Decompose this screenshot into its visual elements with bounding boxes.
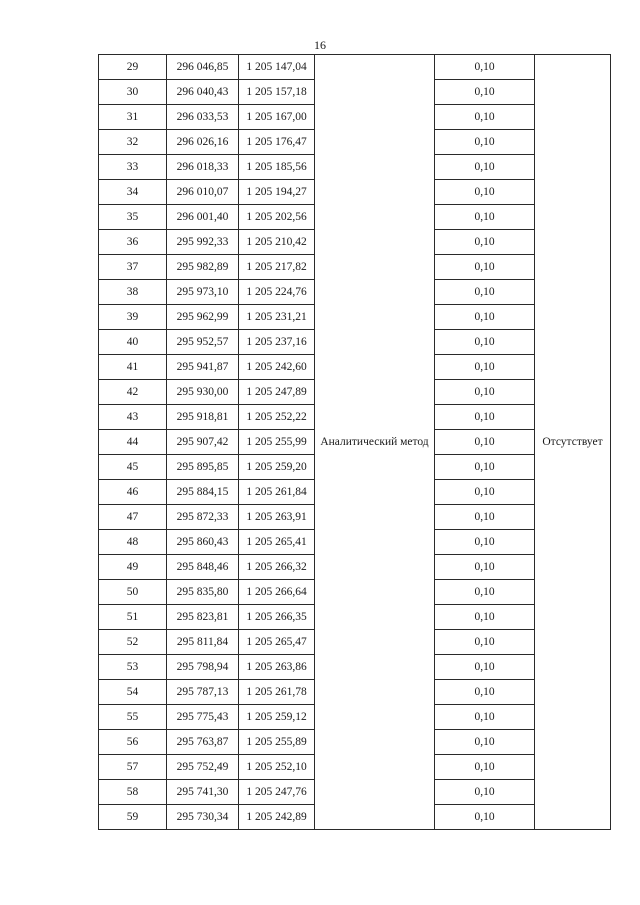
x-coordinate-cell: 296 010,07	[167, 180, 239, 205]
y-coordinate-cell: 1 205 261,84	[239, 480, 315, 505]
x-coordinate-cell: 295 930,00	[167, 380, 239, 405]
point-number-cell: 47	[99, 505, 167, 530]
precision-cell: 0,10	[435, 780, 535, 805]
precision-cell: 0,10	[435, 255, 535, 280]
y-coordinate-cell: 1 205 266,64	[239, 580, 315, 605]
precision-cell: 0,10	[435, 405, 535, 430]
x-coordinate-cell: 296 001,40	[167, 205, 239, 230]
x-coordinate-cell: 295 823,81	[167, 605, 239, 630]
y-coordinate-cell: 1 205 202,56	[239, 205, 315, 230]
precision-cell: 0,10	[435, 530, 535, 555]
precision-cell: 0,10	[435, 330, 535, 355]
precision-cell: 0,10	[435, 205, 535, 230]
point-number-cell: 37	[99, 255, 167, 280]
x-coordinate-cell: 296 033,53	[167, 105, 239, 130]
x-coordinate-cell: 295 775,43	[167, 705, 239, 730]
precision-cell: 0,10	[435, 430, 535, 455]
y-coordinate-cell: 1 205 261,78	[239, 680, 315, 705]
point-number-cell: 31	[99, 105, 167, 130]
precision-cell: 0,10	[435, 355, 535, 380]
x-coordinate-cell: 295 811,84	[167, 630, 239, 655]
x-coordinate-cell: 295 741,30	[167, 780, 239, 805]
x-coordinate-cell: 295 752,49	[167, 755, 239, 780]
precision-cell: 0,10	[435, 105, 535, 130]
point-number-cell: 55	[99, 705, 167, 730]
x-coordinate-cell: 296 046,85	[167, 55, 239, 80]
y-coordinate-cell: 1 205 263,86	[239, 655, 315, 680]
x-coordinate-cell: 295 787,13	[167, 680, 239, 705]
y-coordinate-cell: 1 205 237,16	[239, 330, 315, 355]
precision-cell: 0,10	[435, 680, 535, 705]
point-number-cell: 32	[99, 130, 167, 155]
point-number-cell: 41	[99, 355, 167, 380]
x-coordinate-cell: 295 872,33	[167, 505, 239, 530]
y-coordinate-cell: 1 205 259,20	[239, 455, 315, 480]
point-number-cell: 45	[99, 455, 167, 480]
x-coordinate-cell: 295 884,15	[167, 480, 239, 505]
y-coordinate-cell: 1 205 265,41	[239, 530, 315, 555]
y-coordinate-cell: 1 205 247,89	[239, 380, 315, 405]
y-coordinate-cell: 1 205 247,76	[239, 780, 315, 805]
precision-cell: 0,10	[435, 580, 535, 605]
point-number-cell: 52	[99, 630, 167, 655]
y-coordinate-cell: 1 205 217,82	[239, 255, 315, 280]
point-number-cell: 48	[99, 530, 167, 555]
precision-cell: 0,10	[435, 130, 535, 155]
precision-cell: 0,10	[435, 755, 535, 780]
precision-cell: 0,10	[435, 455, 535, 480]
precision-cell: 0,10	[435, 230, 535, 255]
x-coordinate-cell: 295 992,33	[167, 230, 239, 255]
x-coordinate-cell: 295 941,87	[167, 355, 239, 380]
precision-cell: 0,10	[435, 555, 535, 580]
point-number-cell: 34	[99, 180, 167, 205]
y-coordinate-cell: 1 205 194,27	[239, 180, 315, 205]
point-number-cell: 50	[99, 580, 167, 605]
x-coordinate-cell: 295 763,87	[167, 730, 239, 755]
y-coordinate-cell: 1 205 252,22	[239, 405, 315, 430]
x-coordinate-cell: 295 952,57	[167, 330, 239, 355]
point-number-cell: 35	[99, 205, 167, 230]
precision-cell: 0,10	[435, 305, 535, 330]
precision-cell: 0,10	[435, 655, 535, 680]
y-coordinate-cell: 1 205 185,56	[239, 155, 315, 180]
coordinates-table-body	[99, 55, 611, 830]
x-coordinate-cell: 296 040,43	[167, 80, 239, 105]
y-coordinate-cell: 1 205 157,18	[239, 80, 315, 105]
precision-cell: 0,10	[435, 505, 535, 530]
x-coordinate-cell: 295 848,46	[167, 555, 239, 580]
precision-cell: 0,10	[435, 280, 535, 305]
y-coordinate-cell: 1 205 265,47	[239, 630, 315, 655]
x-coordinate-cell: 295 730,34	[167, 805, 239, 830]
y-coordinate-cell: 1 205 255,99	[239, 430, 315, 455]
y-coordinate-cell: 1 205 242,89	[239, 805, 315, 830]
x-coordinate-cell: 296 026,16	[167, 130, 239, 155]
y-coordinate-cell: 1 205 210,42	[239, 230, 315, 255]
point-number-cell: 53	[99, 655, 167, 680]
point-number-cell: 57	[99, 755, 167, 780]
x-coordinate-cell: 295 907,42	[167, 430, 239, 455]
precision-cell: 0,10	[435, 80, 535, 105]
point-number-cell: 40	[99, 330, 167, 355]
point-number-cell: 43	[99, 405, 167, 430]
y-coordinate-cell: 1 205 224,76	[239, 280, 315, 305]
point-number-cell: 42	[99, 380, 167, 405]
point-number-cell: 49	[99, 555, 167, 580]
x-coordinate-cell: 295 982,89	[167, 255, 239, 280]
x-coordinate-cell: 295 973,10	[167, 280, 239, 305]
point-number-cell: 38	[99, 280, 167, 305]
precision-cell: 0,10	[435, 55, 535, 80]
note-cell: Отсутствует	[535, 55, 611, 830]
x-coordinate-cell: 295 895,85	[167, 455, 239, 480]
y-coordinate-cell: 1 205 252,10	[239, 755, 315, 780]
y-coordinate-cell: 1 205 231,21	[239, 305, 315, 330]
y-coordinate-cell: 1 205 176,47	[239, 130, 315, 155]
x-coordinate-cell: 295 962,99	[167, 305, 239, 330]
precision-cell: 0,10	[435, 630, 535, 655]
y-coordinate-cell: 1 205 259,12	[239, 705, 315, 730]
point-number-cell: 29	[99, 55, 167, 80]
y-coordinate-cell: 1 205 266,32	[239, 555, 315, 580]
point-number-cell: 30	[99, 80, 167, 105]
page-number: 16	[314, 38, 326, 52]
x-coordinate-cell: 295 918,81	[167, 405, 239, 430]
table-row	[99, 55, 611, 80]
precision-cell: 0,10	[435, 480, 535, 505]
precision-cell: 0,10	[435, 730, 535, 755]
x-coordinate-cell: 295 835,80	[167, 580, 239, 605]
y-coordinate-cell: 1 205 242,60	[239, 355, 315, 380]
point-number-cell: 46	[99, 480, 167, 505]
x-coordinate-cell: 296 018,33	[167, 155, 239, 180]
point-number-cell: 54	[99, 680, 167, 705]
point-number-cell: 39	[99, 305, 167, 330]
precision-cell: 0,10	[435, 805, 535, 830]
point-number-cell: 36	[99, 230, 167, 255]
point-number-cell: 59	[99, 805, 167, 830]
point-number-cell: 33	[99, 155, 167, 180]
point-number-cell: 44	[99, 430, 167, 455]
precision-cell: 0,10	[435, 705, 535, 730]
y-coordinate-cell: 1 205 147,04	[239, 55, 315, 80]
precision-cell: 0,10	[435, 180, 535, 205]
point-number-cell: 51	[99, 605, 167, 630]
method-cell: Аналитический метод	[315, 55, 435, 830]
precision-cell: 0,10	[435, 155, 535, 180]
y-coordinate-cell: 1 205 255,89	[239, 730, 315, 755]
y-coordinate-cell: 1 205 167,00	[239, 105, 315, 130]
x-coordinate-cell: 295 860,43	[167, 530, 239, 555]
point-number-cell: 58	[99, 780, 167, 805]
x-coordinate-cell: 295 798,94	[167, 655, 239, 680]
y-coordinate-cell: 1 205 266,35	[239, 605, 315, 630]
precision-cell: 0,10	[435, 605, 535, 630]
precision-cell: 0,10	[435, 380, 535, 405]
coordinates-table	[98, 54, 611, 830]
y-coordinate-cell: 1 205 263,91	[239, 505, 315, 530]
point-number-cell: 56	[99, 730, 167, 755]
